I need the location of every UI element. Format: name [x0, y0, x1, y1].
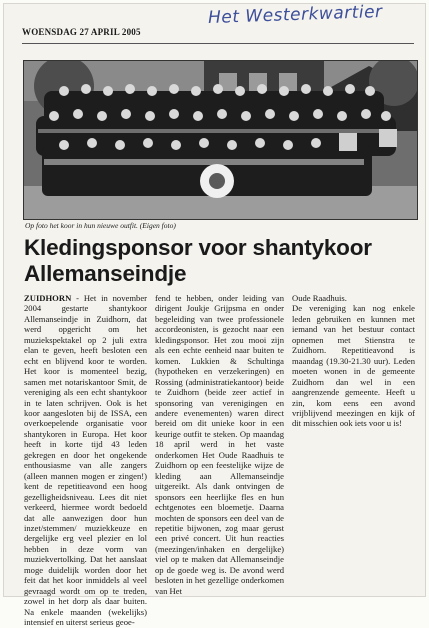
- header-rule: [22, 43, 414, 44]
- article-column-3: [292, 293, 415, 429]
- choir-group-photo: [23, 60, 418, 220]
- article-text-col1: - Het in november 2004 gestarte shantykoor Allemanseindje in Zuidhorn, dat werd opgericht om het muziekspektakel op 2 juli extra elan te geven, heeft besloten een echt en blijvend koor te worden. Het koor is momenteel bezig, samen met notariskantoor Smit, de vereniging als een echt shantykoor in te laten schrijven. Ook is het koor aangesloten bij de ISSA, een overkoepelende organisatie voor shantykoren in Europa. Het koor heeft in korte tijd 43 leden gekregen en door het ongekende enthousiasme van alle zangers (alleen mannen mogen er zingen!) kent de repetitieavond een hoog gezelligheidsniveau. Lees dit niet verkeerd, hiermee wordt bedoeld dat alle aanwezigen door hun inzet/stemmen/ muziekkeuze en dergelijke erg veel plezier en lol hebben in deze vorm van muziekvertolking. Dat het aanslaat moge duidelijk worden door het feit dat het koor inmiddels al veel gevraagd wordt om op te treden, zowel in het dorp als daar buiten. Na enkele maanden (wekelijks) intensief en uiterst serieus geoe-: [24, 293, 148, 628]
- article-text-col3b: De vereniging kan nog enkele leden gebruiken en kunnen met iemand van het bestuur contact opnemen met Stienstra te Zuidhorn. Repetitieavond is maandag (19.30-21.30 uur). Leden moeten wonen in de gemeente Zuidhorn dan wel in een aangrenzende gemeente. Heeft u zin, kom eens een avond vrijblijvend meezingen en kijk of dit misschien ook iets voor u is!: [292, 303, 415, 429]
- newspaper-dateline: WOENSDAG 27 APRIL 2005: [22, 27, 141, 37]
- handwritten-note: Het Westerkwartier: [207, 1, 383, 29]
- article-column-2: [155, 293, 284, 596]
- article-headline: Kledingsponsor voor shantykoor Allemanseindje: [24, 235, 372, 286]
- choir-photo-illustration: [24, 61, 417, 219]
- article-text-col3a: Oude Raadhuis.: [292, 293, 347, 303]
- article-text-col2: fend te hebben, onder leiding van dirigent Joukje Grijpsma en onder begeleiding van twee professionele accordeonisten, is gezocht naar een kledingsponsor. Het zou mooi zijn als een echte eenheid naar buiten te komen. Lukkien & Schultinga (hypotheken en verzekeringen) en Rossing (administratiekantoor) beide te Zuidhorn (beide zeer actief in sponsoring van verenigingen en andere evenementen) waren direct bereid om dit unieke koor in een keurige outfit te steken. Op maandag 18 april werd in het vaste onderkomen Het Oude Raadhuis te Zuidhorn op een feestelijke wijze de kleding aan Allemanseindje uitgereikt. Als dank ontvingen de sponsors een heerlijke fles en hun echtgenotes een bloemetje. Daarna mochten de sponsors een deel van de repetitie bijwonen, zog maar gerust een privé concert. Uit hun reacties (meezingen/inhaken en dergelijke) viel op te maken dat Allemanseindje op de goede weg is. De avond werd besloten in het gezellige onderkomen van Het: [155, 293, 284, 596]
- article-column-1: [24, 293, 147, 628]
- photo-caption: Op foto het koor in hun nieuwe outfit. (Eigen foto): [25, 221, 176, 230]
- article-dateline-place: ZUIDHORN: [24, 293, 72, 303]
